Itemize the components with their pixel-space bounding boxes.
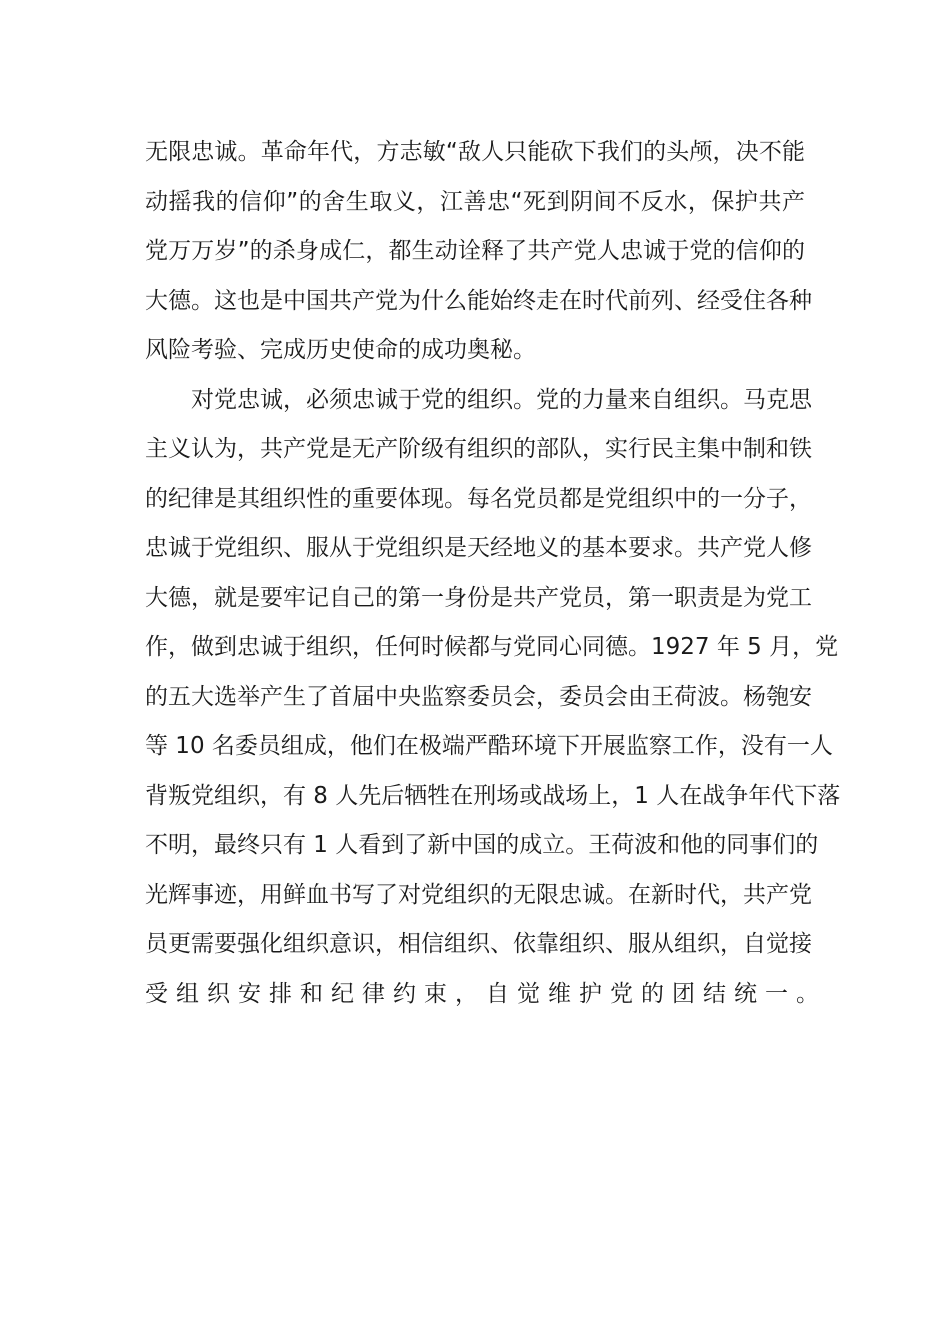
text-line: 光辉事迹，用鲜血书写了对党组织的无限忠诚。在新时代，共产党 [145, 881, 812, 908]
text-line: 动摇我的信仰”的舍生取义，江善忠“死到阴间不反水，保护共产 [145, 188, 805, 215]
text-line: 不明，最终只有 1 人看到了新中国的成立。王荷波和他的同事们的 [145, 832, 819, 858]
document-body [145, 128, 841, 1019]
text-line: 主义认为，共产党是无产阶级有组织的部队，实行民主集中制和铁 [145, 436, 812, 462]
paragraph-2 [145, 376, 841, 1020]
text-line: 忠诚于党组织、服从于党组织是天经地义的基本要求。共产党人修 [145, 535, 812, 561]
text-line: 对党忠诚，必须忠诚于党的组织。党的力量来自组织。马克思 [191, 386, 812, 413]
text-line: 党万万岁”的杀身成仁，都生动诠释了共产党人忠诚于党的信仰的 [145, 238, 805, 264]
text-line: 受组织安排和纪律约束，自觉维护党的团结统一。 [145, 980, 827, 1007]
text-line: 作，做到忠诚于组织，任何时候都与党同心同德。1927 年 5 月，党 [145, 634, 839, 660]
text-line: 无限忠诚。革命年代，方志敏“敌人只能砍下我们的头颅，决不能 [145, 139, 805, 165]
text-line: 的五大选举产生了首届中央监察委员会，委员会由王荷波。杨匏安 [145, 683, 812, 710]
text-line: 员更需要强化组织意识，相信组织、依靠组织、服从组织，自觉接 [145, 931, 812, 957]
text-line: 大德，就是要牢记自己的第一身份是共产党员，第一职责是为党工 [145, 584, 812, 611]
text-line: 等 10 名委员组成，他们在极端严酷环境下开展监察工作，没有一人 [145, 733, 833, 759]
text-line: 大德。这也是中国共产党为什么能始终走在时代前列、经受住各种 [145, 287, 812, 314]
text-line: 风险考验、完成历史使命的成功奥秘。 [145, 337, 536, 363]
text-line: 的纪律是其组织性的重要体现。每名党员都是党组织中的一分子， [145, 485, 812, 512]
paragraph-1 [145, 128, 812, 376]
text-line: 背叛党组织，有 8 人先后牺牲在刑场或战场上，1 人在战争年代下落 [145, 782, 841, 809]
